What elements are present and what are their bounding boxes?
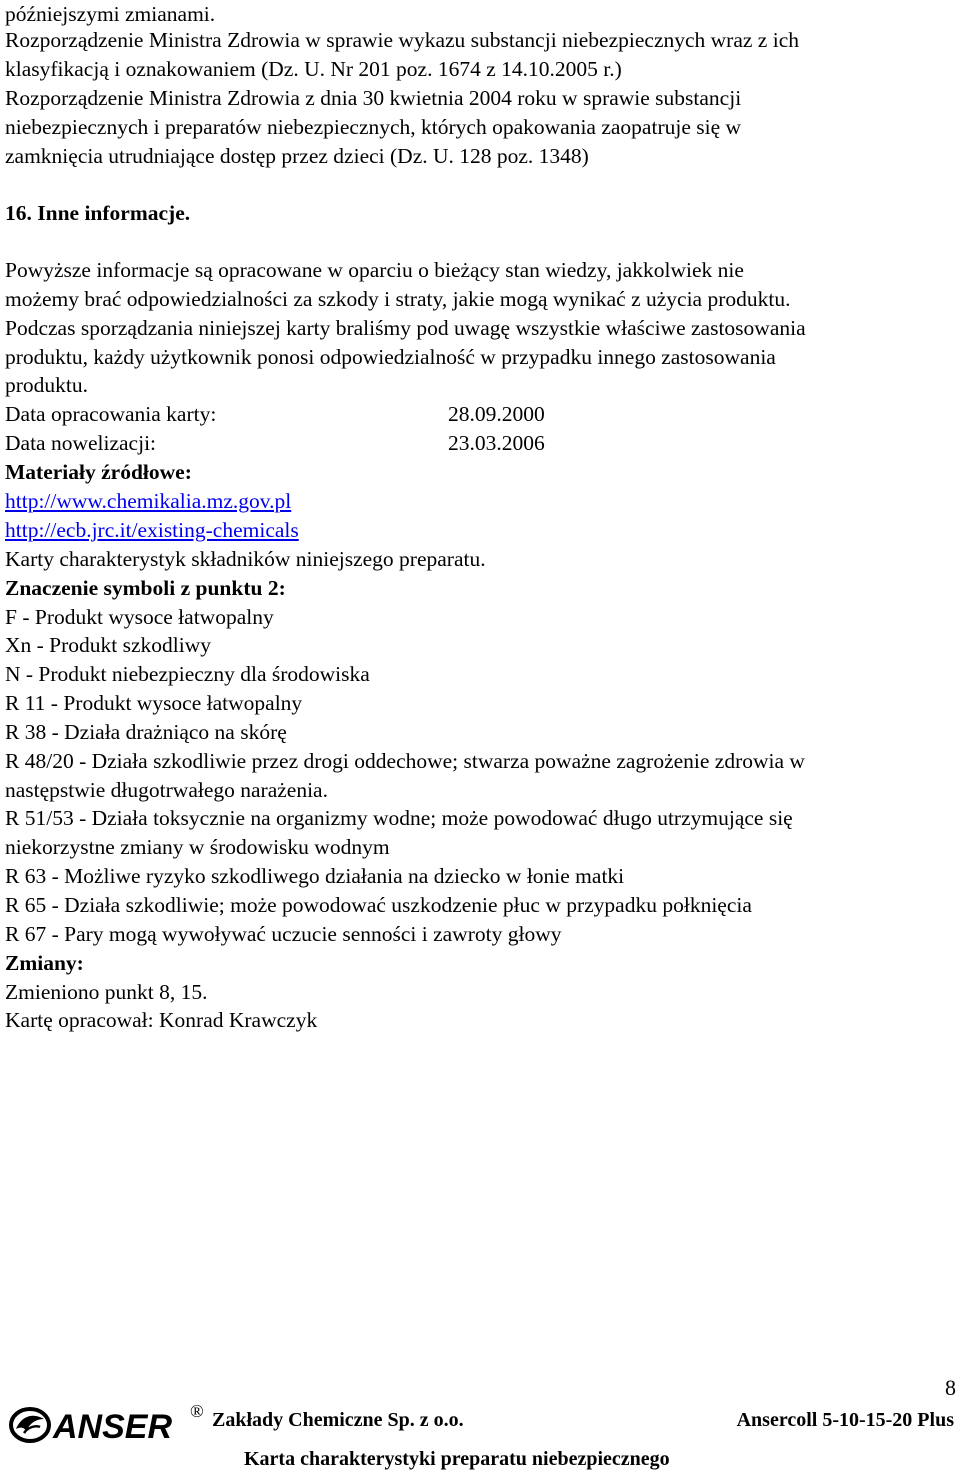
date-label: Data nowelizacji:: [5, 431, 157, 455]
text-line: Rozporządzenie Ministra Zdrowia z dnia 30 kwietnia 2004 roku w sprawie substancji: [5, 86, 742, 110]
paragraph-line: możemy brać odpowiedzialności za szkody i straty, jakie mogą wynikać z użycia produktu.: [5, 287, 791, 311]
text-line: niebezpiecznych i preparatów niebezpiecznych, których opakowania zaopatruje się w: [5, 115, 742, 139]
symbol-line: N - Produkt niebezpieczny dla środowiska: [5, 662, 370, 686]
changes-text: Zmieniono punkt 8, 15.: [5, 980, 208, 1004]
date-value: 23.03.2006: [448, 431, 545, 455]
text-line: klasyfikacją i oznakowaniem (Dz. U. Nr 201 poz. 1674 z 14.10.2005 r.): [5, 57, 622, 81]
symbol-line: R 51/53 - Działa toksycznie na organizmy wodne; może powodować długo utrzymujące się: [5, 806, 793, 830]
symbol-line: R 67 - Pary mogą wywoływać uczucie senności i zawroty głowy: [5, 922, 562, 946]
text-line: Rozporządzenie Ministra Zdrowia w sprawie wykazu substancji niebezpiecznych wraz z ich: [5, 28, 799, 52]
symbol-line: następstwie długotrwałego narażenia.: [5, 778, 328, 802]
date-row: [5, 400, 905, 428]
source-link-row: [5, 487, 291, 515]
registered-mark: ®: [190, 1401, 204, 1421]
date-value: 28.09.2000: [448, 402, 545, 426]
source-link[interactable]: http://www.chemikalia.mz.gov.pl: [5, 489, 292, 513]
text-line: zamknięcia utrudniające dostęp przez dzieci (Dz. U. 128 poz. 1348): [5, 144, 589, 168]
paragraph-line: produktu.: [5, 373, 89, 397]
source-link[interactable]: http://ecb.jrc.it/existing-chemicals: [5, 518, 299, 542]
document-type: Karta charakterystyki preparatu niebezpiecznego: [244, 1448, 670, 1470]
page-footer: [0, 1375, 960, 1473]
symbol-line: niekorzystne zmiany w środowisku wodnym: [5, 835, 390, 859]
symbol-line: Xn - Produkt szkodliwy: [5, 633, 212, 657]
text-line: późniejszymi zmianami.: [5, 2, 216, 26]
company-name: Zakłady Chemiczne Sp. z o.o.: [212, 1409, 464, 1431]
page-number: 8: [945, 1375, 956, 1400]
symbol-line: R 65 - Działa szkodliwie; może powodować uszkodzenie płuc w przypadku połknięcia: [5, 893, 752, 917]
sources-note: Karty charakterystyk składników niniejszego preparatu.: [5, 547, 486, 571]
source-link-row: [5, 516, 299, 544]
author-line: Kartę opracował: Konrad Krawczyk: [5, 1008, 318, 1032]
section-heading: 16. Inne informacje.: [5, 201, 191, 225]
symbol-line: F - Produkt wysoce łatwopalny: [5, 605, 274, 629]
paragraph-line: Podczas sporządzania niniejszej karty braliśmy pod uwagę wszystkie właściwe zastosowania: [5, 316, 806, 340]
symbol-line: R 11 - Produkt wysoce łatwopalny: [5, 691, 303, 715]
symbol-line: R 63 - Możliwe ryzyko szkodliwego działania na dziecko w łonie matki: [5, 864, 625, 888]
logo-text: ANSER: [53, 1408, 173, 1445]
date-label: Data opracowania karty:: [5, 402, 217, 426]
date-row: [5, 429, 905, 457]
changes-heading: Zmiany:: [5, 951, 84, 975]
symbol-line: R 38 - Działa drażniąco na skórę: [5, 720, 287, 744]
paragraph-line: Powyższe informacje są opracowane w oparciu o bieżący stan wiedzy, jakkolwiek nie: [5, 258, 744, 282]
symbols-heading: Znaczenie symboli z punktu 2:: [5, 576, 286, 600]
product-name: Ansercoll 5-10-15-20 Plus: [736, 1409, 954, 1431]
anser-logo: [6, 1405, 216, 1445]
paragraph-line: produktu, każdy użytkownik ponosi odpowiedzialność w przypadku innego zastosowania: [5, 345, 776, 369]
sources-heading: Materiały źródłowe:: [5, 460, 192, 484]
symbol-line: R 48/20 - Działa szkodliwie przez drogi oddechowe; stwarza poważne zagrożenie zdrowia w: [5, 749, 805, 773]
